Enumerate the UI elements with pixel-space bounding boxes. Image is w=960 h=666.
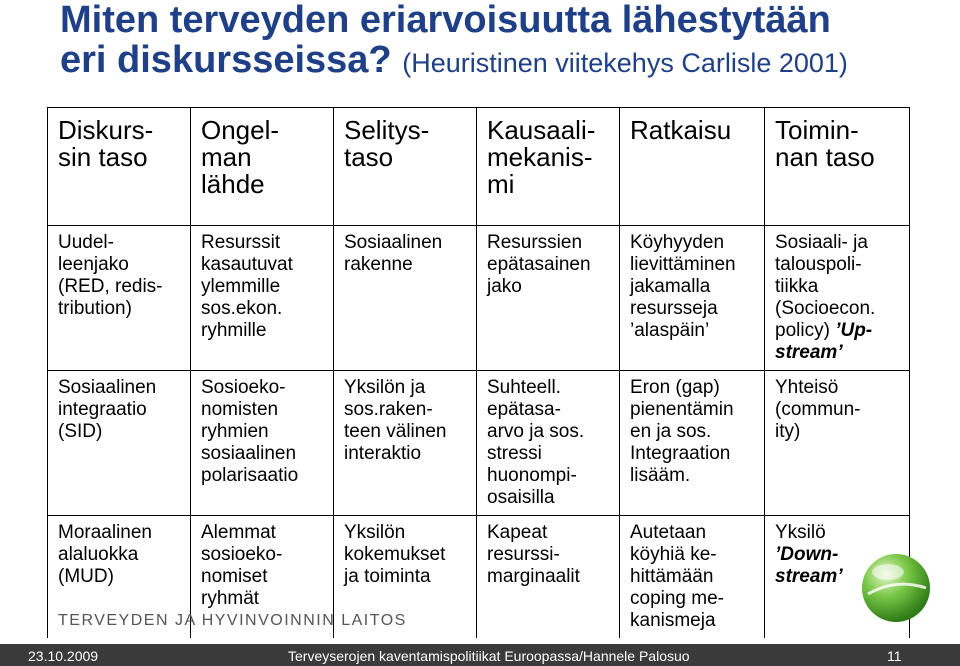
downstream-label: ’Down- stream’ xyxy=(775,544,843,587)
title-subtitle: (Heuristinen viitekehys Carlisle 2001) xyxy=(402,48,848,78)
institution-watermark: TERVEYDEN JA HYVINVOINNIN LAITOS xyxy=(58,612,407,629)
upstream-label: ’Up- stream’ xyxy=(775,320,873,363)
table-cell: Alemmat sosioeko- nomiset ryhmät xyxy=(191,516,334,639)
title-line-1: Miten terveyden eriarvoisuutta lähestytään xyxy=(60,0,831,41)
header-action-level: Toimin- nan taso xyxy=(765,108,910,226)
footer-date: 23.10.2009 xyxy=(28,648,99,664)
cell-text: Yhteisö (commun- ity) xyxy=(775,377,861,442)
cell-text: Yksilö xyxy=(775,522,826,543)
table-cell: Resurssit kasautuvat ylemmille sos.ekon. ryhmille xyxy=(191,226,334,371)
table-cell: Sosiaalinen integraatio (SID) xyxy=(48,371,191,516)
title-line-2-text: eri diskursseissa? xyxy=(60,39,392,81)
discourse-table xyxy=(47,107,910,638)
table-cell: Resurssien epätasainen jako xyxy=(477,226,620,371)
table-cell: Uudel- leenjako (RED, redis- tribution) xyxy=(48,226,191,371)
table-row xyxy=(48,226,910,371)
slide-title xyxy=(60,0,950,83)
table-cell: Sosioeko- nomisten ryhmien sosiaalinen polarisaatio xyxy=(191,371,334,516)
table-cell: Autetaan köyhiä ke- hittämään coping me- kanismeja xyxy=(620,516,765,639)
header-discourse-level: Diskurs- sin taso xyxy=(48,108,191,226)
table-cell: Eron (gap) pienentämin en ja sos. Integraation lisääm. xyxy=(620,371,765,516)
table-cell: Köyhyyden lievittäminen jakamalla resursseja ’alaspäin’ xyxy=(620,226,765,371)
page-number: 11 xyxy=(887,648,902,664)
green-orb-logo-icon xyxy=(856,548,936,628)
header-explanation-level: Selitys- taso xyxy=(334,108,477,226)
table-cell: Moraalinen alaluokka (MUD) xyxy=(48,516,191,639)
header-causal-mechanism: Kausaali- mekanis- mi xyxy=(477,108,620,226)
table-cell: Yksilön kokemukset ja toiminta xyxy=(334,516,477,639)
footer-title: Terveyserojen kaventamispolitiikat Euroopassa/Hannele Palosuo xyxy=(288,648,690,664)
header-problem-source: Ongel- man lähde xyxy=(191,108,334,226)
header-row xyxy=(48,108,910,226)
table-cell: Kapeat resurssi- marginaalit xyxy=(477,516,620,639)
table-cell xyxy=(765,371,910,516)
title-line-2 xyxy=(60,40,950,83)
table-cell: Yksilön ja sos.raken- teen välinen interaktio xyxy=(334,371,477,516)
table-row xyxy=(48,371,910,516)
table-cell: Suhteell. epätasa- arvo ja sos. stressi huonompi- osaisilla xyxy=(477,371,620,516)
table-cell xyxy=(765,226,910,371)
header-solution: Ratkaisu xyxy=(620,108,765,226)
cell-text: Sosiaali- ja talouspoli- tiikka (Socioecon. policy) xyxy=(775,232,876,341)
footer-bar xyxy=(0,644,960,666)
table-cell: Sosiaalinen rakenne xyxy=(334,226,477,371)
